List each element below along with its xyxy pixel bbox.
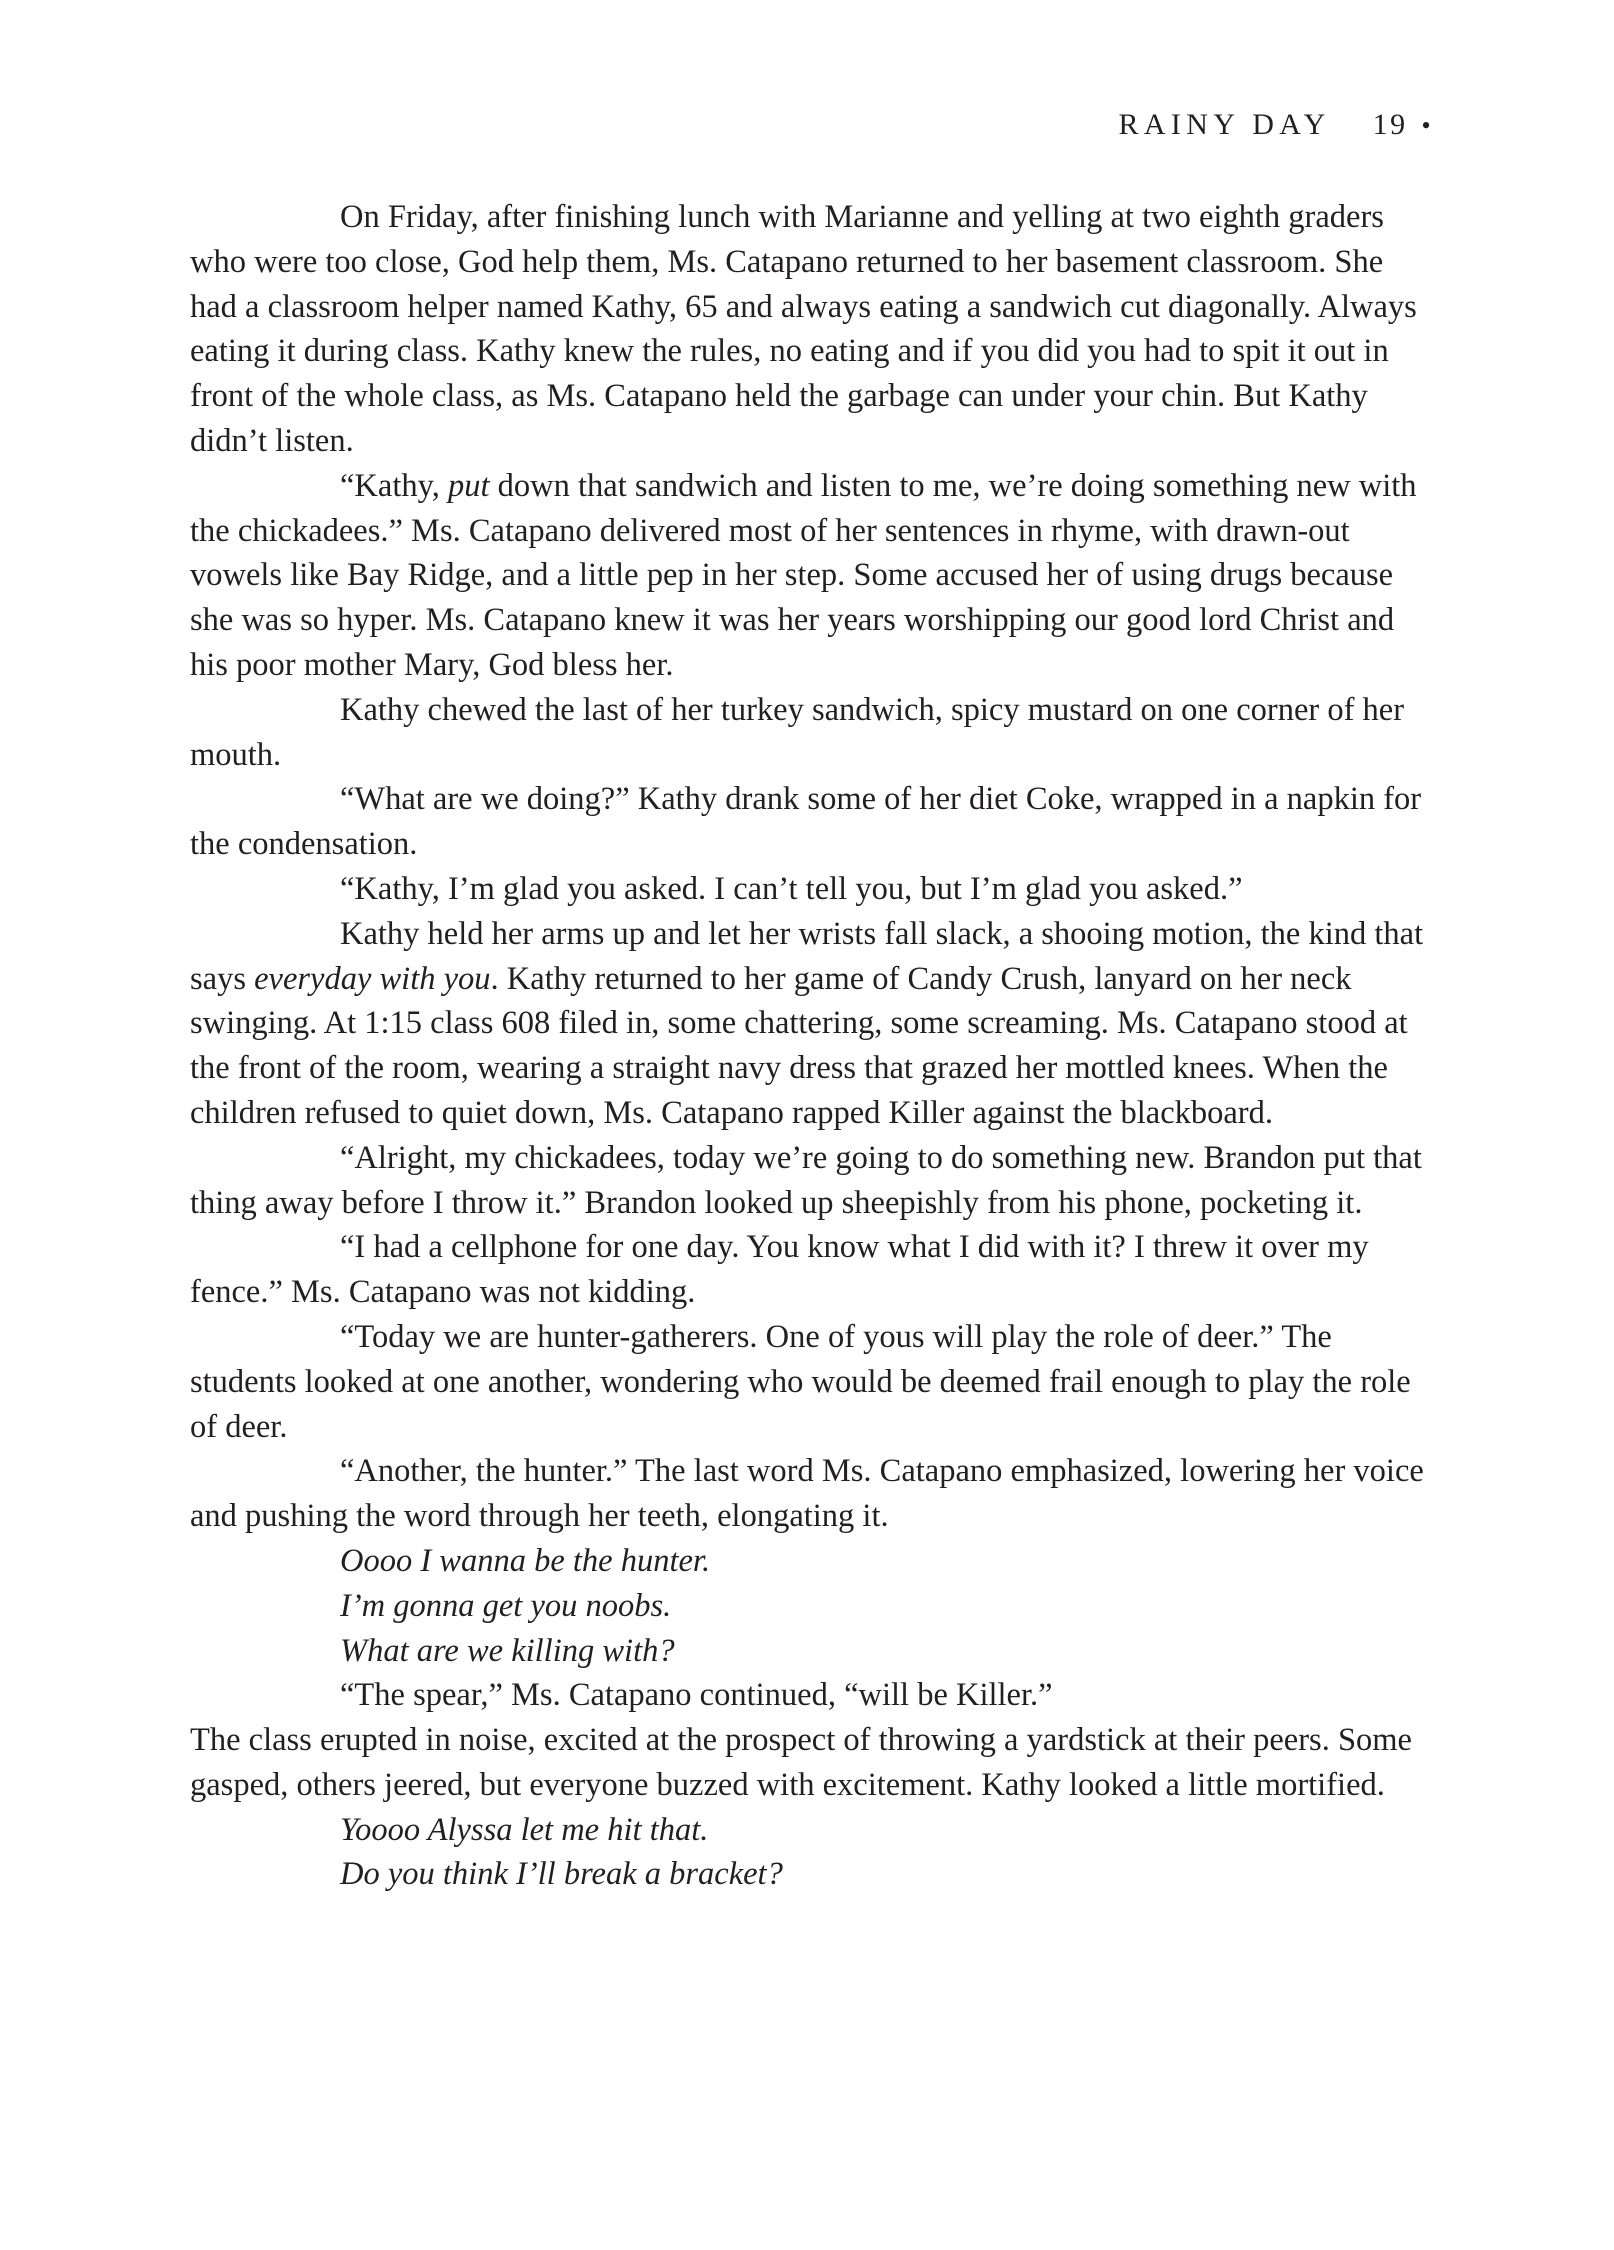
text-run: Kathy chewed the last of her turkey sandwich, spicy mustard on one corner of her mouth.: [190, 691, 1405, 773]
text-run: down that sandwich and listen to me, we’re doing something new with the chickadees.” Ms. Catapano delivered most of her sentences in rhyme, with drawn-out vowels like Bay Ridge, and a little pep in her step. Some accused her of using drugs because she was so hyper. Ms. Catapano knew it was her years worshipping our good lord Christ and his poor mother Mary, God bless her.: [190, 467, 1417, 683]
paragraph: [190, 1673, 1430, 1718]
text-run: On Friday, after finishing lunch with Marianne and yelling at two eighth graders who were too close, God help them, Ms. Catapano returned to her basement classroom. She had a classroom helper named Kathy, 65 and always eating a sandwich cut diagonally. Always eating it during class. Kathy knew the rules, no eating and if you did you had to spit it out in front of the whole class, as Ms. Catapano held the garbage can under your chin. But Kathy didn’t listen.: [190, 199, 1417, 459]
italic-run: put: [448, 467, 490, 504]
text-run: . Kathy returned to her game of Candy Crush, lanyard on her neck swinging. At 1:15 class 608 filed in, some chattering, some screaming. Ms. Catapano stood at the front of the room, wearing a straight navy dress that grazed her mottled knees. When the children refused to quiet down, Ms. Catapano rapped Killer against the blackboard.: [190, 960, 1408, 1131]
italic-run: everyday with you: [254, 960, 491, 997]
italic-run: I’m gonna get you noobs.: [340, 1587, 672, 1624]
paragraph: [190, 867, 1430, 912]
paragraph: [190, 1449, 1430, 1539]
paragraph: [190, 195, 1430, 464]
paragraph: [190, 1718, 1430, 1808]
paragraph: [190, 688, 1430, 778]
text-run: “What are we doing?” Kathy drank some of her diet Coke, wrapped in a napkin for the condensation.: [190, 781, 1422, 863]
text-run: “The spear,” Ms. Catapano continued, “will be Killer.”: [340, 1677, 1053, 1714]
text-run: Kathy held her arms up and let her wrists fall slack, a shooing motion, the kind that says: [190, 915, 1424, 997]
paragraph: [190, 1629, 1430, 1674]
text-run: “Another, the hunter.” The last word Ms. Catapano emphasized, lowering her voice and pushing the word through her teeth, elongating it.: [190, 1453, 1424, 1535]
paragraph: [190, 1225, 1430, 1315]
text-run: “Kathy, I’m glad you asked. I can’t tell you, but I’m glad you asked.”: [340, 870, 1243, 907]
running-head: [1118, 108, 1436, 142]
paragraph: [190, 912, 1430, 1136]
body-text: [190, 195, 1430, 1897]
text-run: “Alright, my chickadees, today we’re going to do something new. Brandon put that thing away before I throw it.” Brandon looked up sheepishly from his phone, pocketing it.: [190, 1139, 1422, 1221]
paragraph: [190, 1539, 1430, 1584]
paragraph: [190, 1136, 1430, 1226]
text-run: “Today we are hunter-gatherers. One of yous will play the role of deer.” The students looked at one another, wondering who would be deemed frail enough to play the role of deer.: [190, 1318, 1411, 1445]
running-title: RAINY DAY: [1118, 108, 1331, 141]
text-run: “Kathy,: [340, 467, 448, 504]
paragraph: [190, 1852, 1430, 1897]
paragraph: [190, 1584, 1430, 1629]
italic-run: Oooo I wanna be the hunter.: [340, 1542, 711, 1579]
italic-run: Yoooo Alyssa let me hit that.: [340, 1811, 709, 1848]
bullet-glyph: •: [1421, 111, 1436, 140]
paragraph: [190, 464, 1430, 688]
text-run: The class erupted in noise, excited at the prospect of throwing a yardstick at their peers. Some gasped, others jeered, but everyone buzzed with excitement. Kathy looked a little mortified.: [190, 1722, 1412, 1803]
paragraph: [190, 1315, 1430, 1449]
italic-run: Do you think I’ll break a bracket?: [340, 1856, 783, 1893]
text-run: “I had a cellphone for one day. You know what I did with it? I threw it over my fence.” Ms. Catapano was not kidding.: [190, 1229, 1369, 1311]
paragraph: [190, 777, 1430, 867]
paragraph: [190, 1808, 1430, 1853]
italic-run: What are we killing with?: [340, 1632, 675, 1669]
page-number: 19: [1372, 108, 1408, 141]
